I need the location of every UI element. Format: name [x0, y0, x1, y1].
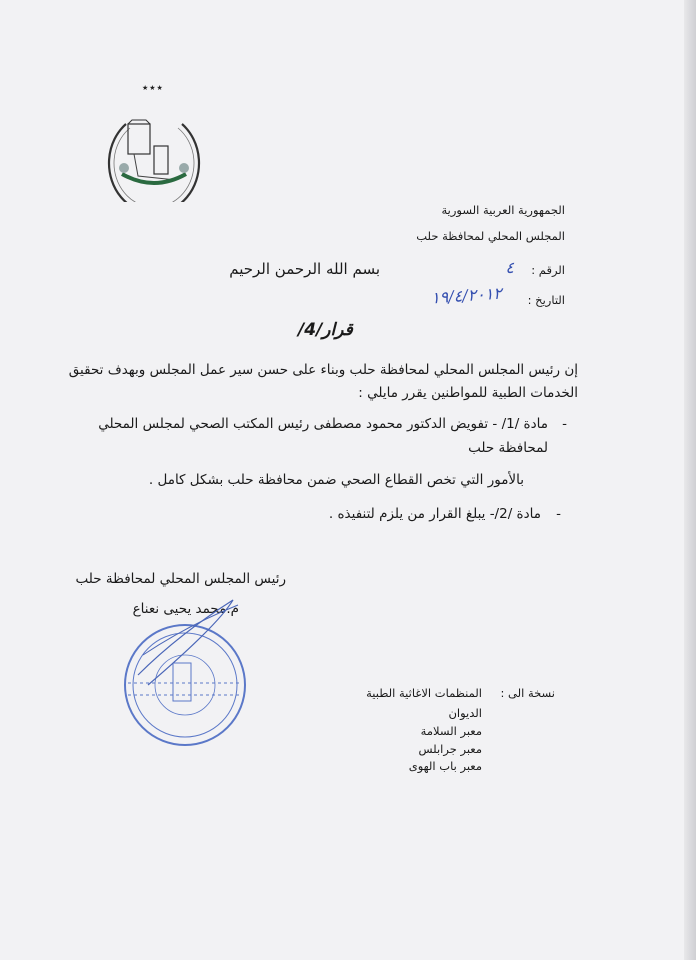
intro-line-2: الخدمات الطبية للمواطنين يقرر مايلي :	[358, 385, 578, 401]
bullet-2: -	[556, 506, 561, 522]
number-label: الرقم :	[531, 263, 565, 277]
copies-label: نسخة الى :	[500, 686, 555, 700]
copy-recipient: معبر جرابلس	[418, 742, 482, 756]
basmala: بسم الله الرحمن الرحيم	[229, 260, 380, 278]
date-value: ١٩/٤/٢٠١٢	[430, 283, 503, 308]
copy-recipient: الديوان	[448, 706, 482, 720]
signatory-name: م.محمد يحيى نعناع	[132, 601, 239, 617]
copy-recipient: معبر السلامة	[420, 724, 482, 738]
scan-edge	[684, 0, 696, 960]
council-name: المجلس المحلي لمحافظة حلب	[416, 229, 565, 243]
official-stamp-icon	[118, 595, 268, 755]
signatory-title: رئيس المجلس المحلي لمحافظة حلب	[75, 571, 286, 587]
intro-line-1: إن رئيس المجلس المحلي لمحافظة حلب وبناء على حسن سير عمل المجلس وبهدف تحقيق	[68, 362, 578, 378]
country-name: الجمهورية العربية السورية	[441, 203, 565, 217]
decision-title: قرار/4/	[298, 320, 353, 340]
copy-recipient: معبر باب الهوى	[408, 759, 482, 773]
article-2: مادة /2/- يبلغ القرار من يلزم لتنفيذه .	[328, 506, 541, 522]
date-label: التاريخ :	[527, 293, 565, 307]
logo-stars: ★★★	[142, 84, 164, 92]
article-1-line-2: لمحافظة حلب	[468, 440, 548, 456]
bullet-1: -	[562, 416, 567, 432]
copy-recipient: المنظمات الاغاثية الطبية	[366, 686, 482, 700]
number-value: ٤	[505, 258, 514, 277]
citadel-emblem-icon	[104, 84, 204, 202]
article-1-line-3: بالأمور التي تخص القطاع الصحي ضمن محافظة حلب بشكل كامل .	[148, 472, 524, 488]
article-1-line-1: مادة /1/ - تفويض الدكتور محمود مصطفى رئيس المكتب الصحي لمجلس المحلي	[98, 416, 548, 432]
council-logo	[104, 84, 204, 202]
